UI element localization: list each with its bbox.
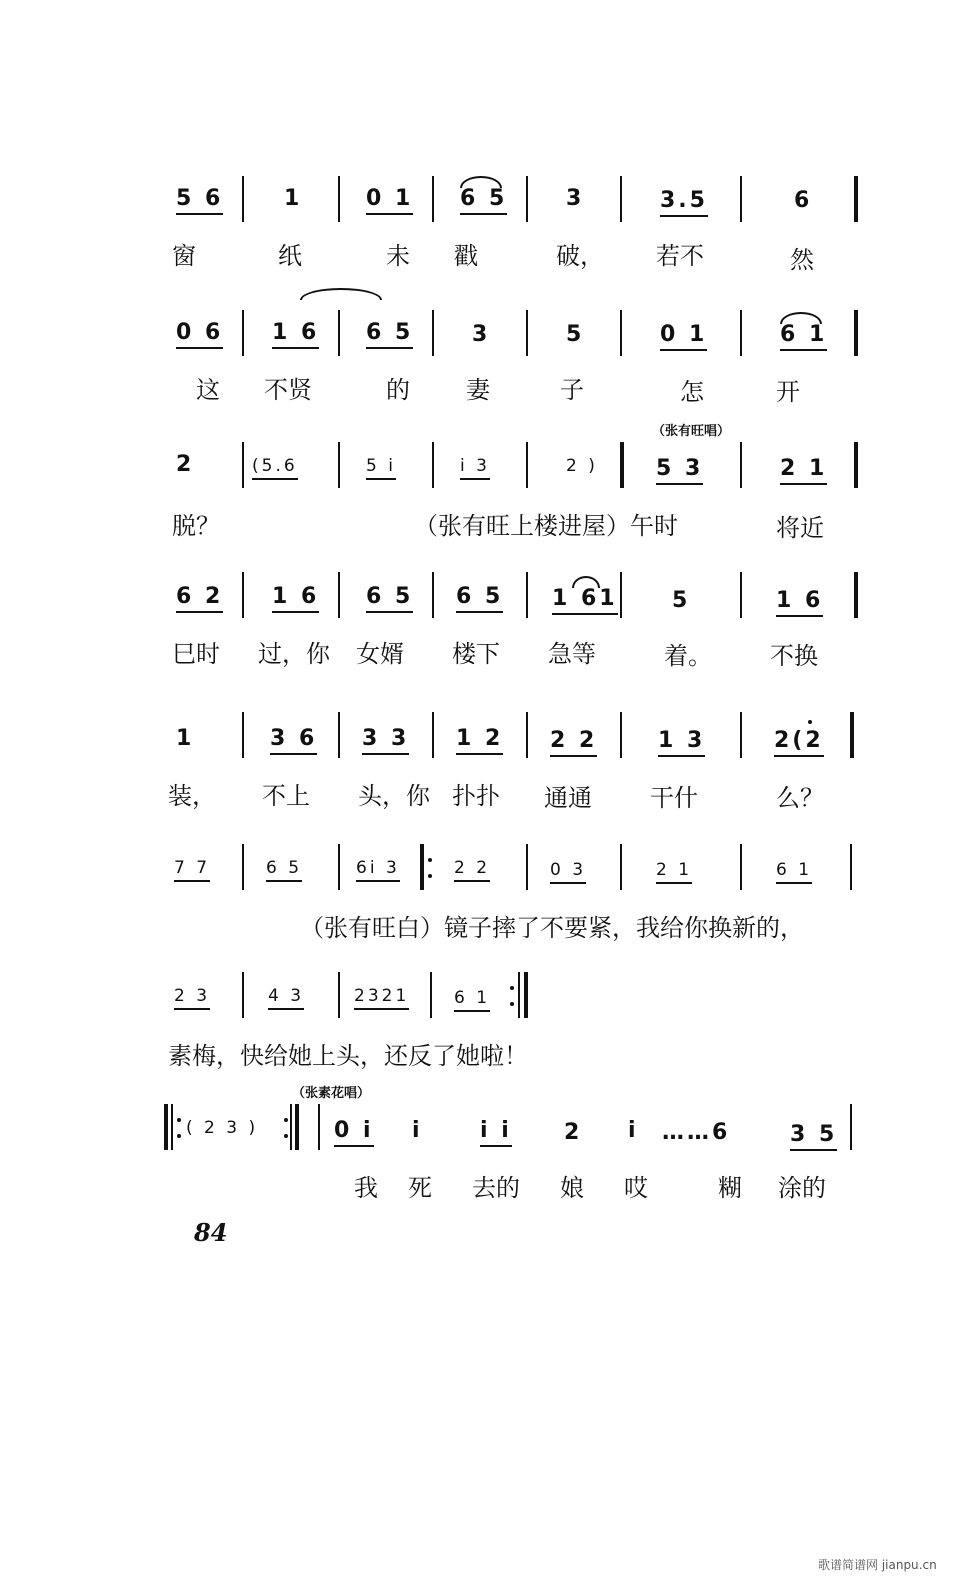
lyric: 不换 [770, 642, 818, 670]
repeat-dot [428, 874, 432, 878]
note-group: 1 2 [456, 726, 503, 755]
note-group: 1 6 [272, 320, 319, 349]
barline [430, 972, 432, 1018]
barline [242, 572, 244, 618]
note-group: i 3 [460, 456, 490, 480]
barline [740, 712, 742, 758]
note-group: 1 6 [272, 584, 319, 613]
barline [526, 712, 528, 758]
barline [290, 1104, 292, 1150]
repeat-dot [510, 986, 514, 990]
lyric: 不上 [262, 782, 310, 810]
note-group: 1 3 [658, 728, 705, 757]
barline [620, 310, 622, 356]
lyric: 去的 [472, 1174, 520, 1202]
note-group: i i [480, 1118, 512, 1147]
note-group: 3 [472, 322, 491, 347]
barline [620, 572, 622, 618]
slur [300, 288, 382, 300]
barline [338, 712, 340, 758]
lyric: 巳时 [172, 640, 220, 668]
repeat-dot [177, 1118, 181, 1122]
note-group: 5 3 [656, 456, 703, 485]
lyric: 纸 [278, 242, 302, 270]
barline [432, 712, 434, 758]
note-group: 6 1 [454, 988, 490, 1012]
lyric: 头，你 [358, 782, 430, 810]
note-group: 2 [176, 452, 195, 477]
lyric: 哎 [624, 1174, 648, 1202]
note-group: 6 5 [366, 320, 413, 349]
lyric: 的 [386, 376, 410, 404]
note-group: i [412, 1118, 423, 1143]
lyric: 女婿 [356, 640, 404, 668]
note-group: 3 [566, 186, 585, 211]
barline [420, 844, 424, 890]
barline [242, 844, 244, 890]
barline [620, 844, 622, 890]
barline [740, 572, 742, 618]
barline [338, 844, 340, 890]
barline [242, 176, 244, 222]
lyric: 然 [790, 246, 814, 274]
singer-cue: （张素花唱） [292, 1086, 371, 1101]
barline [620, 442, 624, 488]
note-group: 1 61 [552, 586, 618, 615]
note-group: 3 3 [362, 726, 409, 755]
note-group: 0 3 [550, 860, 586, 884]
note-group: 6 1 [780, 322, 827, 351]
lyric: 涂的 [778, 1174, 826, 1202]
barline [740, 442, 742, 488]
note-group: 5 i [366, 456, 396, 480]
barline [164, 1104, 168, 1150]
note-group: 6i 3 [356, 858, 400, 882]
barline [854, 176, 858, 222]
note-group: 5 6 [176, 186, 223, 215]
barline [620, 176, 622, 222]
lyric: 糊 [718, 1174, 742, 1202]
note-group: 3.5 [660, 188, 708, 217]
barline [850, 712, 854, 758]
note-group: 6 1 [776, 860, 812, 884]
barline [854, 572, 858, 618]
barline [242, 972, 244, 1018]
barline [338, 572, 340, 618]
lyric: 若不 [656, 242, 704, 270]
note-group: 6 5 [366, 584, 413, 613]
lyric: 扑扑 [452, 782, 500, 810]
lyric: 窗 [172, 242, 196, 270]
note-group: 0 1 [366, 186, 413, 215]
lyric: 么？ [776, 784, 824, 812]
barline [524, 972, 528, 1018]
lyric: 不贤 [264, 376, 312, 404]
note-group: 2(2 [774, 728, 824, 757]
barline [854, 442, 858, 488]
note-group: 3 6 [270, 726, 317, 755]
lyric: （张有旺上楼进屋）午时 [414, 512, 678, 540]
note-group: 6 5 [460, 186, 507, 215]
lyric: 子 [560, 376, 584, 404]
note-group: 4 3 [268, 986, 304, 1010]
barline [526, 310, 528, 356]
barline [850, 1104, 852, 1150]
barline [854, 310, 858, 356]
lyric: 将近 [776, 514, 824, 542]
barline [432, 442, 434, 488]
lyric: 着。 [664, 642, 712, 670]
barline [338, 442, 340, 488]
note-group: 0 i [334, 1118, 374, 1147]
barline [242, 712, 244, 758]
barline [526, 176, 528, 222]
barline [432, 310, 434, 356]
repeat-dot [284, 1134, 288, 1138]
note-group: ……6 [662, 1120, 731, 1145]
high-octave-dot [808, 720, 812, 724]
barline [432, 176, 434, 222]
note-group: 2321 [354, 986, 409, 1010]
barline [740, 844, 742, 890]
lyric: 脱？ [172, 512, 220, 540]
note-group: 6 5 [456, 584, 503, 613]
repeat-dot [177, 1134, 181, 1138]
note-group: 6 [794, 188, 813, 213]
note-group: 2 ) [566, 456, 598, 476]
barline [526, 572, 528, 618]
note-group: 1 [284, 186, 303, 211]
note-group: 5 [566, 322, 585, 347]
barline [526, 844, 528, 890]
note-group: 2 3 [174, 986, 210, 1010]
lyric: 通通 [544, 784, 592, 812]
note-group: 2 1 [656, 860, 692, 884]
note-group: 1 [176, 726, 195, 751]
lyric: 死 [408, 1174, 432, 1202]
watermark: 歌谱简谱网 jianpu.cn [818, 1558, 937, 1572]
barline [338, 972, 340, 1018]
barline [242, 442, 244, 488]
barline [526, 442, 528, 488]
barline [295, 1104, 299, 1150]
lyric: 开 [776, 378, 800, 406]
lyric: 戳 [454, 242, 478, 270]
barline [171, 1104, 173, 1150]
lyric-line: 素梅，快给她上头，还反了她啦！ [168, 1042, 528, 1070]
note-group: (5.6 [252, 456, 298, 480]
lyric: 装， [168, 782, 216, 810]
note-group: 6 5 [266, 858, 302, 882]
note-group: 6 2 [176, 584, 223, 613]
lyric: 娘 [560, 1174, 584, 1202]
barline [518, 972, 520, 1018]
note-group: 2 1 [780, 456, 827, 485]
barline [740, 176, 742, 222]
lyric: 干什 [650, 784, 698, 812]
note-group: 2 2 [550, 728, 597, 757]
note-group: 1 6 [776, 588, 823, 617]
lyric: 我 [354, 1174, 378, 1202]
repeat-dot [284, 1118, 288, 1122]
note-group: 7 7 [174, 858, 210, 882]
note-group: 2 [564, 1120, 583, 1145]
lyric: 怎 [680, 378, 704, 406]
note-group: ( 2 3 ) [186, 1118, 259, 1138]
note-group: i [628, 1118, 639, 1143]
page-number: 84 [194, 1218, 228, 1247]
note-group: 5 [672, 588, 691, 613]
barline [740, 310, 742, 356]
barline [620, 712, 622, 758]
barline [242, 310, 244, 356]
barline [318, 1104, 320, 1150]
lyric: 楼下 [452, 640, 500, 668]
note-group: 0 6 [176, 320, 223, 349]
singer-cue: （张有旺唱） [652, 424, 731, 439]
barline [432, 572, 434, 618]
lyric: 妻 [466, 376, 490, 404]
barline [338, 176, 340, 222]
repeat-dot [510, 1002, 514, 1006]
lyric: 过，你 [258, 640, 330, 668]
lyric: 这 [196, 376, 220, 404]
repeat-dot [428, 858, 432, 862]
lyric-line: （张有旺白）镜子摔了不要紧，我给你换新的， [300, 914, 804, 942]
barline [850, 844, 852, 890]
note-group: 3 5 [790, 1122, 837, 1151]
note-group: 2 2 [454, 858, 490, 882]
lyric: 未 [386, 242, 410, 270]
barline [338, 310, 340, 356]
lyric: 破， [556, 242, 604, 270]
lyric: 急等 [548, 640, 596, 668]
note-group: 0 1 [660, 322, 707, 351]
